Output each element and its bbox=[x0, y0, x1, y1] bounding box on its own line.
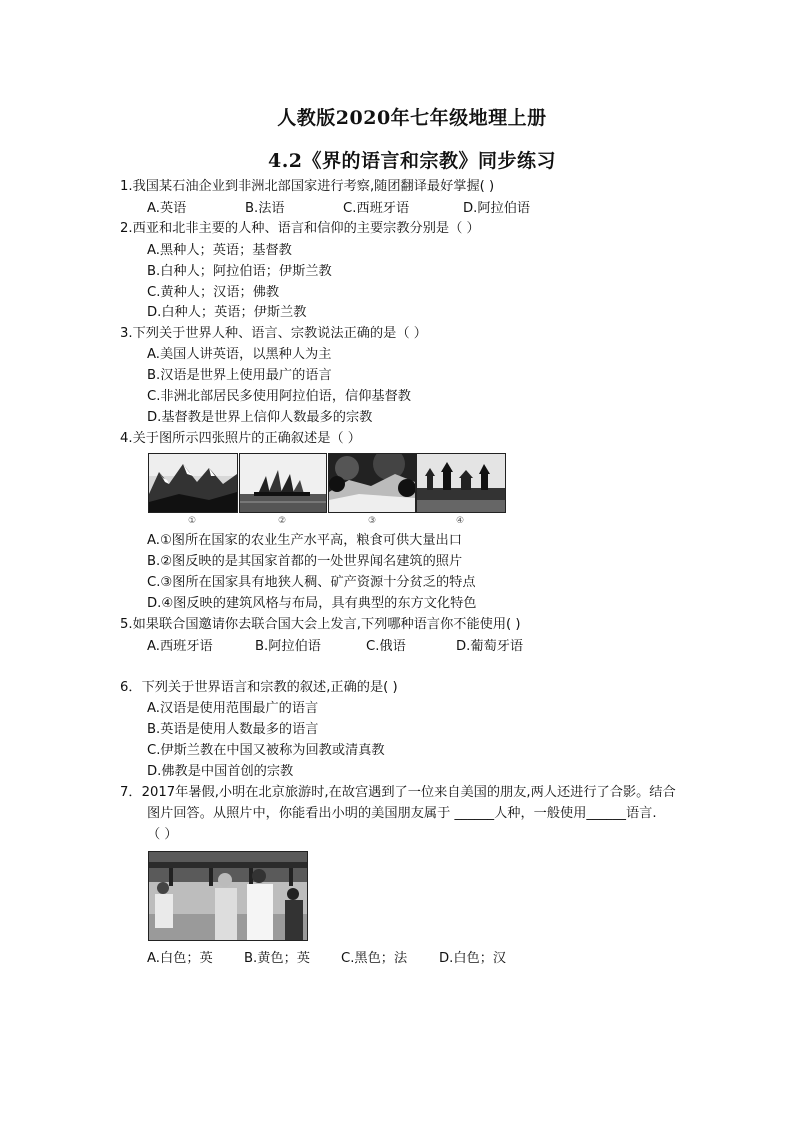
question-7-options bbox=[147, 950, 506, 968]
option-b[interactable]: B.英语是使用人数最多的语言 bbox=[147, 722, 319, 737]
page-title: 人教版2020年七年级地理上册 bbox=[277, 107, 547, 129]
option-a[interactable]: A.白色；英 bbox=[147, 951, 213, 966]
photo-label-3: ③ bbox=[367, 516, 377, 526]
option-d[interactable]: D.白种人；英语；伊斯兰教 bbox=[147, 305, 307, 320]
question-7-stem-line-2: 图片回答。从照片中，你能看出小明的美国朋友属于 ______人种，一般使用______语言. bbox=[147, 806, 657, 821]
question-5-stem: 5.如果联合国邀请你去联合国大会上发言,下列哪种语言你不能使用( ) bbox=[120, 617, 521, 632]
option-d[interactable]: D.基督教是世界上信仰人数最多的宗教 bbox=[147, 410, 373, 425]
photo-4-palace bbox=[416, 453, 506, 513]
option-c[interactable]: C.俄语 bbox=[366, 639, 406, 654]
option-b[interactable]: B.法语 bbox=[245, 201, 285, 216]
question-3-stem: 3.下列关于世界人种、语言、宗教说法正确的是（ ） bbox=[120, 326, 427, 341]
option-a[interactable]: A.黑种人；英语；基督教 bbox=[147, 243, 292, 258]
option-d[interactable]: D.④图反映的建筑风格与布局，具有典型的东方文化特色 bbox=[147, 596, 477, 611]
question-5-options bbox=[147, 638, 523, 656]
option-b[interactable]: B.黄色；英 bbox=[244, 951, 310, 966]
option-c[interactable]: C.伊斯兰教在中国又被称为回教或清真教 bbox=[147, 743, 385, 758]
option-c[interactable]: C.③图所在国家具有地狭人稠、矿产资源十分贫乏的特点 bbox=[147, 575, 476, 590]
question-6-stem: 6．下列关于世界语言和宗教的叙述,正确的是( ) bbox=[120, 680, 398, 695]
question-7-answer-bracket: （ ） bbox=[147, 827, 178, 842]
question-1-options bbox=[147, 200, 530, 218]
question-4-stem: 4.关于图所示四张照片的正确叙述是（ ） bbox=[120, 431, 361, 446]
option-d[interactable]: D.葡萄牙语 bbox=[456, 639, 524, 654]
question-1-stem: 1.我国某石油企业到非洲北部国家进行考察,随团翻译最好掌握( ) bbox=[120, 179, 495, 194]
photo-2-opera-house bbox=[239, 453, 327, 513]
option-c[interactable]: C.非洲北部居民多使用阿拉伯语，信仰基督教 bbox=[147, 389, 411, 404]
option-d[interactable]: D.阿拉伯语 bbox=[463, 201, 531, 216]
question-2-stem: 2.西亚和北非主要的人种、语言和信仰的主要宗教分别是（ ） bbox=[120, 221, 480, 236]
option-b[interactable]: B.阿拉伯语 bbox=[255, 639, 321, 654]
photo-1-mountains bbox=[148, 453, 238, 513]
photo-label-2: ② bbox=[277, 516, 287, 526]
option-a[interactable]: A.西班牙语 bbox=[147, 639, 213, 654]
option-a[interactable]: A.美国人讲英语，以黑种人为主 bbox=[147, 347, 332, 362]
page-subtitle: 4.2《界的语言和宗教》同步练习 bbox=[267, 150, 557, 172]
option-c[interactable]: C.黑色；法 bbox=[341, 951, 408, 966]
option-b[interactable]: B.白种人；阿拉伯语；伊斯兰教 bbox=[147, 264, 332, 279]
photo-label-4: ④ bbox=[455, 516, 465, 526]
option-b[interactable]: B.②图反映的是其国家首都的一处世界闻名建筑的照片 bbox=[147, 554, 463, 569]
question-7-stem: 7．2017年暑假,小明在北京旅游时,在故宫遇到了一位来自美国的朋友,两人还进行了合影。结合 bbox=[120, 785, 676, 800]
option-a[interactable]: A.①图所在国家的农业生产水平高，粮食可供大量出口 bbox=[147, 533, 462, 548]
option-a[interactable]: A.汉语是使用范围最广的语言 bbox=[147, 701, 319, 716]
option-c[interactable]: C.黄种人；汉语；佛教 bbox=[147, 285, 280, 300]
option-c[interactable]: C.西班牙语 bbox=[343, 201, 410, 216]
option-a[interactable]: A.英语 bbox=[147, 201, 187, 216]
option-b[interactable]: B.汉语是世界上使用最广的语言 bbox=[147, 368, 332, 383]
photo-forbidden-city-group bbox=[148, 851, 308, 941]
photo-label-1: ① bbox=[187, 516, 197, 526]
photo-3-landscape bbox=[328, 453, 416, 513]
option-d[interactable]: D.白色；汉 bbox=[439, 951, 507, 966]
option-d[interactable]: D.佛教是中国首创的宗教 bbox=[147, 764, 294, 779]
